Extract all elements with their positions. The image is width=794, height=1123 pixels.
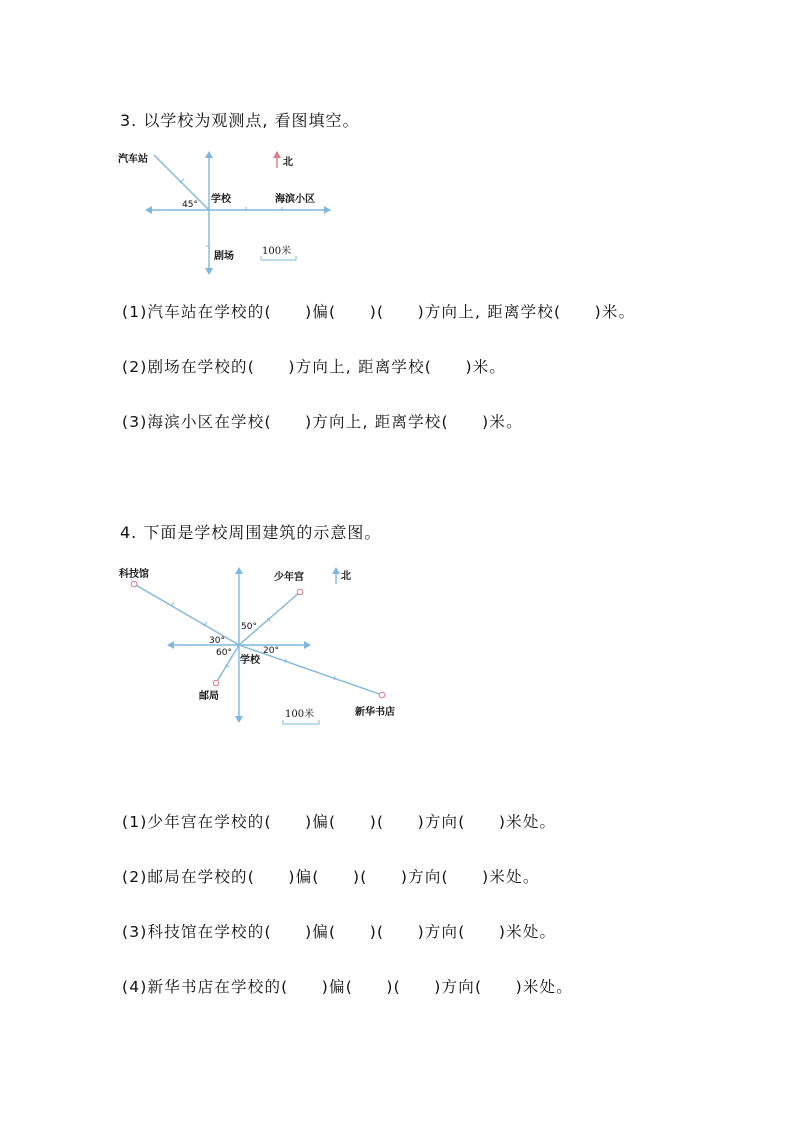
label-north: 北 (283, 157, 293, 168)
label-post-office: 邮局 (199, 691, 219, 702)
q3-line-1: (1)汽车站在学校的( )偏( )( )方向上, 距离学校( )米。 (122, 303, 636, 321)
label-school: 学校 (211, 194, 231, 205)
label-bus-station: 汽车站 (118, 154, 148, 165)
label-angle-30: 30° (209, 636, 225, 646)
tech-museum-marker (131, 581, 137, 587)
q3-line-3: (3)海滨小区在学校( )方向上, 距离学校( )米。 (122, 413, 523, 431)
label-angle-45: 45° (182, 200, 198, 210)
label-seaside: 海滨小区 (275, 194, 315, 205)
bookstore-line (239, 645, 382, 695)
scale-bar (283, 720, 319, 724)
label-angle-50: 50° (241, 622, 257, 632)
q4-line-1: (1)少年宫在学校的( )偏( )( )方向( )米处。 (122, 813, 557, 831)
youth-palace-line (239, 592, 300, 645)
tick (285, 659, 286, 663)
question-4-figure (118, 562, 418, 732)
label-youth-palace: 少年宫 (274, 572, 304, 583)
label-school: 学校 (240, 655, 260, 666)
bookstore-marker (379, 692, 385, 698)
question-4-title: 4. 下面是学校周围建筑的示意图。 (120, 523, 382, 542)
scale-label: 100米 (285, 709, 315, 720)
q4-line-3: (3)科技馆在学校的( )偏( )( )方向( )米处。 (122, 923, 557, 941)
label-angle-60: 60° (216, 648, 232, 658)
label-tech-museum: 科技馆 (119, 569, 149, 580)
question-3-figure (118, 148, 358, 278)
q4-line-2: (2)邮局在学校的( )偏( )( )方向( )米处。 (122, 868, 540, 886)
question-3-title: 3. 以学校为观测点, 看图填空。 (120, 111, 360, 130)
label-angle-20: 20° (263, 646, 279, 656)
tick (171, 602, 174, 606)
youth-palace-marker (297, 589, 303, 595)
q4-line-4: (4)新华书店在学校的( )偏( )( )方向( )米处。 (122, 978, 573, 996)
label-bookstore: 新华书店 (355, 707, 395, 718)
label-north: 北 (341, 571, 351, 582)
post-office-marker (213, 680, 219, 686)
label-theater: 剧场 (214, 251, 234, 262)
scale-label: 100米 (262, 246, 292, 257)
q3-line-2: (2)剧场在学校的( )方向上, 距离学校( )米。 (122, 358, 507, 376)
tick (334, 676, 335, 680)
